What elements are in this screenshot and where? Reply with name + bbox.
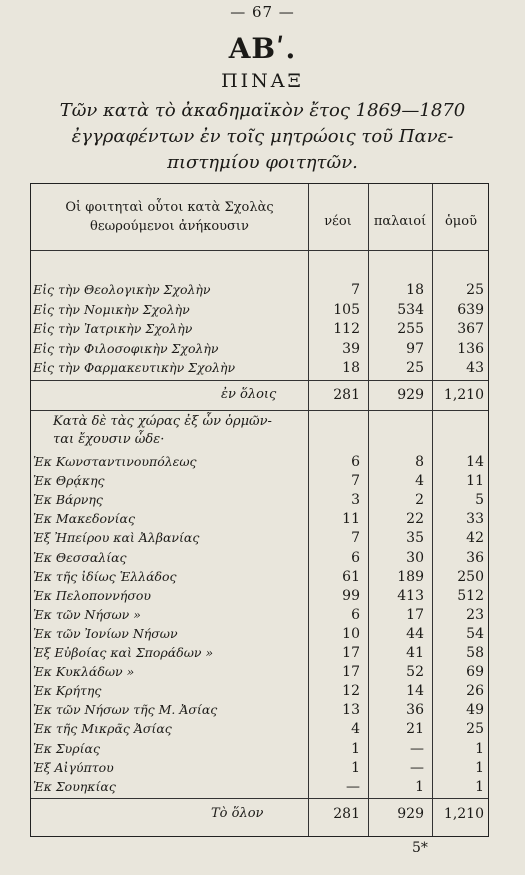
subtitle-line-1: Τῶν κατὰ τὸ ἀκαδημαϊκὸν ἔτος 1869—1870 bbox=[59, 100, 466, 121]
row-total-value: 136 bbox=[457, 340, 484, 357]
row-total-value: 58 bbox=[466, 645, 484, 661]
row-new-value: 1 bbox=[351, 740, 360, 757]
row-old-value: — bbox=[410, 759, 424, 776]
header-rule bbox=[31, 250, 488, 251]
row-label: Εἰς τὴν Φιλοσοφικὴν Σχολὴν bbox=[33, 340, 219, 356]
row-old-value: — bbox=[410, 740, 424, 757]
row-total-value: 23 bbox=[466, 606, 484, 623]
header-label-line-2: θεωρούμενοι ἀνήκουσιν bbox=[90, 219, 249, 234]
row-old-value: 25 bbox=[406, 360, 424, 376]
row-total-value: 367 bbox=[457, 321, 484, 337]
row-label: Ἐκ Πελοποννήσου bbox=[33, 587, 151, 603]
row-label: Ἐκ Θεσσαλίας bbox=[33, 549, 127, 565]
subtitle-line-3: πιστημίου φοιτητῶν. bbox=[167, 152, 358, 173]
subtotal-rule-bottom bbox=[31, 410, 488, 411]
row-total-value: 14 bbox=[466, 454, 484, 470]
row-new-value: 1 bbox=[351, 759, 360, 776]
row-label: Ἐξ Αἰγύπτου bbox=[33, 759, 114, 775]
row-new-value: 17 bbox=[342, 664, 360, 681]
row-old-value: 44 bbox=[406, 625, 424, 642]
grand-total-label: Τὸ ὅλον bbox=[211, 806, 264, 821]
subtotal-total: 1,210 bbox=[443, 387, 484, 403]
row-new-value: 10 bbox=[342, 625, 360, 642]
column-header-total: ὁμοῦ bbox=[444, 214, 477, 229]
row-old-value: 4 bbox=[415, 473, 424, 490]
row-new-value: 11 bbox=[342, 511, 360, 528]
signature-mark: 5* bbox=[412, 840, 428, 856]
row-label: Ἐκ τῆς ἰδίως Ἑλλάδος bbox=[33, 568, 177, 584]
column-header-new: νέοι bbox=[324, 214, 352, 229]
row-total-value: 5 bbox=[475, 492, 484, 509]
row-new-value: 112 bbox=[333, 321, 360, 337]
subtotal-old: 929 bbox=[397, 387, 424, 403]
row-old-value: 52 bbox=[406, 664, 424, 681]
row-total-value: 33 bbox=[466, 511, 484, 528]
row-new-value: 6 bbox=[351, 454, 360, 470]
row-total-value: 250 bbox=[457, 568, 484, 585]
row-old-value: 18 bbox=[406, 282, 424, 298]
grand-total-rule bbox=[31, 798, 488, 799]
row-label: Ἐκ Βάρνης bbox=[33, 492, 103, 508]
row-total-value: 69 bbox=[466, 664, 484, 681]
section-note-line-1: Κατὰ δὲ τὰς χώρας ἐξ ὧν ὁρμῶν- bbox=[53, 414, 272, 429]
row-new-value: 13 bbox=[342, 702, 360, 719]
row-new-value: 99 bbox=[342, 587, 360, 604]
row-new-value: 105 bbox=[333, 301, 360, 318]
row-label: Ἐκ Συρίας bbox=[33, 740, 100, 756]
row-label: Ἐξ Εὐβοίας καὶ Σποράδων » bbox=[33, 645, 214, 660]
row-new-value: 7 bbox=[351, 473, 360, 490]
row-new-value: 12 bbox=[342, 683, 360, 700]
row-label: Ἐκ Κωνσταντινουπόλεως bbox=[33, 454, 197, 469]
row-new-value: 17 bbox=[342, 645, 360, 661]
row-total-value: 49 bbox=[466, 702, 484, 719]
row-total-value: 1 bbox=[475, 740, 484, 757]
subtotal-new: 281 bbox=[333, 387, 360, 403]
row-new-value: 6 bbox=[351, 549, 360, 566]
row-label: Ἐξ Ἠπείρου καὶ Ἀλβανίας bbox=[33, 530, 200, 546]
row-total-value: 25 bbox=[466, 721, 484, 738]
row-old-value: 534 bbox=[397, 301, 424, 318]
row-old-value: 17 bbox=[406, 606, 424, 623]
row-new-value: 7 bbox=[351, 282, 360, 298]
row-new-value: 18 bbox=[342, 360, 360, 376]
row-old-value: 35 bbox=[406, 530, 424, 547]
row-label: Ἐκ τῶν Ἰονίων Νήσων bbox=[33, 625, 178, 641]
grand-total-old: 929 bbox=[397, 806, 424, 822]
row-old-value: 14 bbox=[406, 683, 424, 700]
row-new-value: 7 bbox=[351, 530, 360, 547]
row-old-value: 2 bbox=[415, 492, 424, 509]
row-total-value: 43 bbox=[466, 360, 484, 376]
grand-total-total: 1,210 bbox=[443, 806, 484, 822]
row-total-value: 1 bbox=[475, 778, 484, 795]
row-label: Ἐκ Σουηκίας bbox=[33, 778, 116, 794]
section-note-line-2: ται ἔχουσιν ὧδε· bbox=[53, 432, 165, 447]
row-label: Ἐκ τῆς Μικρᾶς Ἀσίας bbox=[33, 721, 172, 737]
row-old-value: 36 bbox=[406, 702, 424, 719]
row-old-value: 30 bbox=[406, 549, 424, 566]
row-total-value: 639 bbox=[457, 301, 484, 318]
row-total-value: 42 bbox=[466, 530, 484, 547]
row-new-value: 3 bbox=[351, 492, 360, 509]
row-label: Εἰς τὴν Θεολογικὴν Σχολὴν bbox=[33, 282, 211, 297]
row-total-value: 11 bbox=[466, 473, 484, 490]
row-total-value: 25 bbox=[466, 282, 484, 298]
row-label: Ἐκ Κρήτης bbox=[33, 683, 102, 699]
header-label-line-1: Οἱ φοιτηταὶ οὗτοι κατὰ Σχολὰς bbox=[65, 200, 274, 215]
row-total-value: 36 bbox=[466, 549, 484, 566]
row-new-value: 39 bbox=[342, 340, 360, 357]
row-old-value: 22 bbox=[406, 511, 424, 528]
row-old-value: 97 bbox=[406, 340, 424, 357]
row-total-value: 1 bbox=[475, 759, 484, 776]
row-new-value: 61 bbox=[342, 568, 360, 585]
statistics-table bbox=[30, 183, 489, 837]
table-number: ΑΒʹ. bbox=[228, 32, 297, 65]
row-label: Εἰς τὴν Φαρμακευτικὴν Σχολὴν bbox=[33, 360, 236, 375]
row-total-value: 512 bbox=[457, 587, 484, 604]
subtitle-line-2: ἐγγραφέντων ἐν τοῖς μητρώοις τοῦ Πανε- bbox=[71, 126, 454, 147]
row-old-value: 413 bbox=[397, 587, 424, 604]
row-total-value: 26 bbox=[466, 683, 484, 700]
subtotal-rule-top bbox=[31, 380, 488, 381]
row-old-value: 41 bbox=[406, 645, 424, 661]
table-heading: ΠΙΝΑΞ bbox=[221, 70, 304, 92]
row-label: Εἰς τὴν Ἰατρικὴν Σχολὴν bbox=[33, 321, 193, 336]
row-label: Εἰς τὴν Νομικὴν Σχολὴν bbox=[33, 301, 190, 317]
row-old-value: 8 bbox=[415, 454, 424, 470]
row-label: Ἐκ τῶν Νήσων » bbox=[33, 606, 141, 622]
row-label: Ἐκ Θρᾴκης bbox=[33, 473, 105, 489]
page-number: — 67 — bbox=[230, 3, 295, 21]
grand-total-new: 281 bbox=[333, 806, 360, 822]
column-header-old: παλαιοί bbox=[373, 214, 427, 229]
row-label: Ἐκ Κυκλάδων » bbox=[33, 664, 135, 680]
row-old-value: 189 bbox=[397, 568, 424, 585]
row-new-value: 6 bbox=[351, 606, 360, 623]
row-label: Ἐκ Μακεδονίας bbox=[33, 511, 135, 527]
row-total-value: 54 bbox=[466, 625, 484, 642]
row-old-value: 255 bbox=[397, 321, 424, 337]
row-label: Ἐκ τῶν Νήσων τῆς Μ. Ἀσίας bbox=[33, 702, 218, 718]
row-old-value: 21 bbox=[406, 721, 424, 738]
subtotal-label: ἐν ὅλοις bbox=[221, 387, 277, 402]
row-old-value: 1 bbox=[415, 778, 424, 795]
row-new-value: — bbox=[346, 778, 360, 795]
row-new-value: 4 bbox=[351, 721, 360, 738]
